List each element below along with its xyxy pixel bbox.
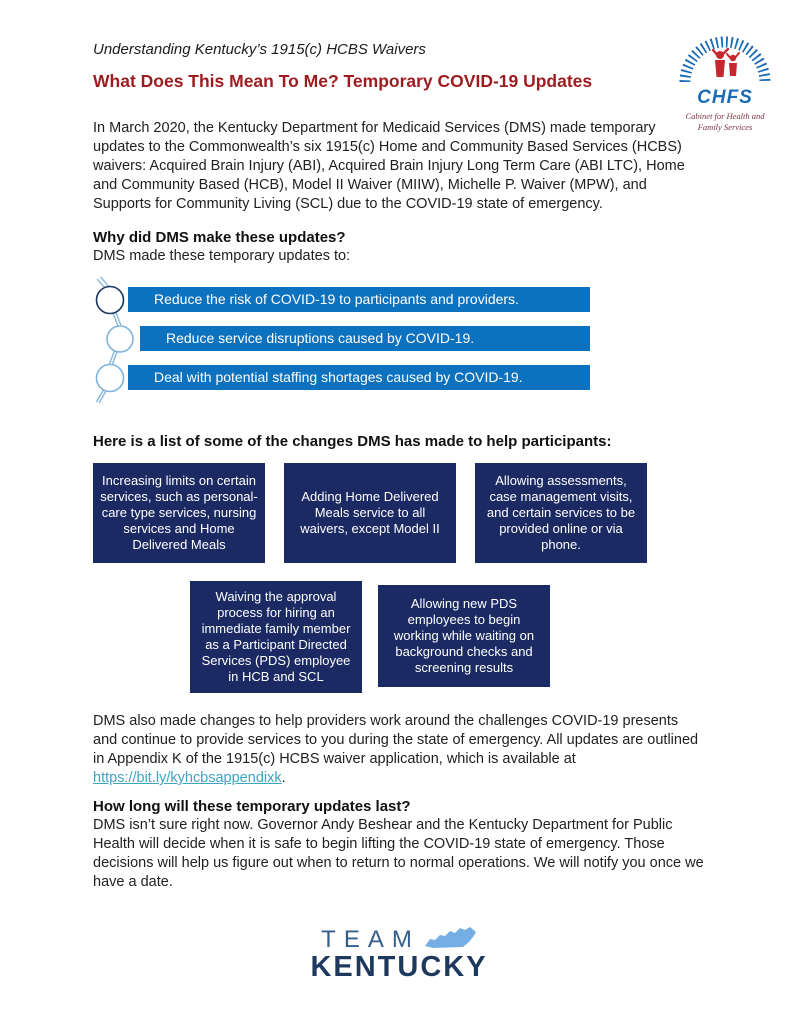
changes-heading: Here is a list of some of the changes DMS has made to help participants: <box>93 433 612 450</box>
team-word: TEAM <box>321 926 420 953</box>
appendix-k-link[interactable]: https://bit.ly/kyhcbsappendixk <box>93 770 282 786</box>
duration-heading: How long will these temporary updates last? <box>93 798 411 815</box>
document-eyebrow: Understanding Kentucky’s 1915(c) HCBS Waivers <box>93 41 426 58</box>
kentucky-state-icon <box>425 926 477 954</box>
change-card: Allowing assessments, case management visits, and certain services to be provided online or via phone. <box>475 463 647 563</box>
process-node-circle <box>97 365 124 392</box>
process-step-bar: Reduce service disruptions caused by COVID-19. <box>140 326 590 351</box>
chfs-logo <box>672 30 778 132</box>
change-card: Waiving the approval process for hiring an immediate family member as a Participant Directed Services (PDS) employee in HCB and SCL <box>190 581 362 693</box>
duration-section <box>93 797 705 892</box>
chfs-caption: Cabinet for Health and Family Services <box>685 111 765 132</box>
changes-section <box>93 432 705 693</box>
why-lead: DMS made these temporary updates to: <box>93 248 351 264</box>
process-connector-rail-icon <box>93 276 153 408</box>
header <box>93 40 705 93</box>
process-node-circle <box>97 287 124 314</box>
process-step-bar: Deal with potential staffing shortages caused by COVID-19. <box>128 365 590 390</box>
change-card: Adding Home Delivered Meals service to all waivers, except Model II <box>284 463 456 563</box>
team-kentucky-logo <box>93 926 705 984</box>
providers-paragraph: DMS also made changes to help providers work around the challenges COVID-19 presents and continue to provide services to you during the state of emergency. All updates are outlined in Appendix K of the 1915(c) HCBS waiver application, which is available at https://bit.ly/kyhcbsappendixk. <box>93 713 699 786</box>
kentucky-word: KENTUCKY <box>310 951 488 983</box>
intro-paragraph: In March 2020, the Kentucky Department for Medicaid Services (DMS) made temporary updates to the Commonwealth’s six 1915(c) Home and Community Based Services (HCBS) waivers: Acquired Brain Injury (ABI), Acquired Brain Injury Long Term Care (ABI LTC), Home and Community Based (HCB), Model II Waiver (MIIW), Michelle P. Waiver (MPW), and Supports for Community Living (SCL) due to the COVID-19 state of emergency. <box>93 120 685 212</box>
process-step-bar: Reduce the risk of COVID-19 to participants and providers. <box>128 287 590 312</box>
chfs-sunburst-family-icon <box>673 30 777 88</box>
change-card: Allowing new PDS employees to begin working while waiting on background checks and screening results <box>378 585 550 687</box>
changes-row-2 <box>190 581 705 693</box>
why-heading: Why did DMS make these updates? <box>93 229 346 246</box>
changes-row-1 <box>93 463 705 563</box>
process-node-circle <box>107 326 133 352</box>
process-diagram <box>93 276 705 408</box>
page-title: What Does This Mean To Me? Temporary COVID-19 Updates <box>93 71 593 91</box>
duration-body: DMS isn’t sure right now. Governor Andy Beshear and the Kentucky Department for Public Health will decide when it is safe to begin lifting the COVID-19 state of emergency. Those decisions will help us figure out when to return to normal operations. We will notify you once we have a date. <box>93 817 704 890</box>
chfs-acronym: CHFS <box>697 87 753 108</box>
why-section <box>93 228 705 408</box>
change-card: Increasing limits on certain services, such as personal-care type services, nursing services and Home Delivered Meals <box>93 463 265 563</box>
